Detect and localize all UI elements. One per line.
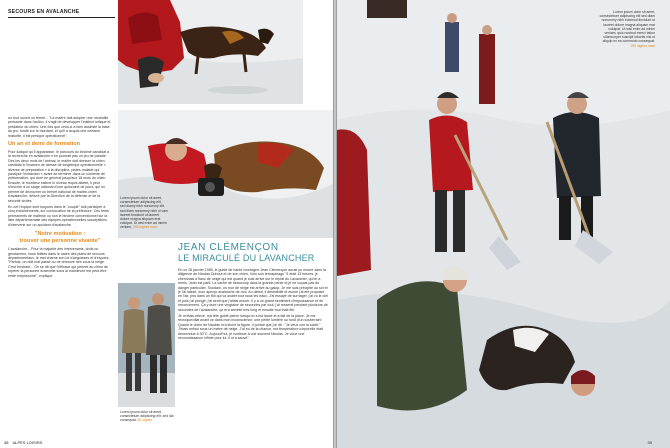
left-page [0,0,333,448]
folio-text: ALPES LOISIRS [12,440,43,445]
column-3 [178,268,328,440]
article-title [178,243,328,263]
col1-paragraph-3: En cet l'équipe sont toujours dans le "couple" doit participer à cinq entraînements, sur convocation de la préfecture. Ces tests permanents de maîtrise ou non le binôme conventionnel sur la liste départementale des équipes opérationnelles susceptibles d'intervenir sur un accident d'avalanche. [8,204,109,227]
photo-two-men-art [118,283,175,407]
right-page [337,0,670,448]
caption-people-ref: 80 signes [137,418,153,423]
caption-right-text: Lorem ipsum dolor sit amet, consectetuer adipiscing elit sed diam nonummy nibh euismod tincidunt ut laoreet dolore magna aliquam erat volutpat. Ut wisi enim ad minim veniam, quis nostrud exerci tation ullamcorper suscipit lobortis nisl ut aliquip ex ea commodo consequat. [599,10,655,44]
photo-rescuer-with-dog [118,0,303,104]
folio-left [4,440,42,445]
section-rule [8,17,115,18]
subhead-motivation-line2: trouver une personne vivante" [19,237,101,244]
article-title-line2: LE MIRACULÉ DU LAVANCHER [178,253,315,263]
caption-dog [120,196,168,230]
caption-people [120,410,176,423]
col3-paragraph-2: Je m'étais relevé, ma tête guidé pleine lorsqu'on s'est lancé et a fait de la place. Je me recroquevillai avant ce dans mon inconscience, une petite lumière ou fond d'un souterrain! Quand le chien de Nicolas m'a léché la figure, il portait que j'ai dit : "Je veux voir la soleil." J'étais enfoui sous un mètre de neige. J'ai eu de la chance, ma température corporelle était descendue à 30°C. Aujourd'hui, je continue à voir souvent Nicolas. Je voue une reconnaissance infinie pour lui. Il m'a sauvé". [178,314,324,341]
photo-two-men [118,283,175,407]
article-title-line1: JEAN CLÉMENÇON [178,242,279,253]
section-tag: SECOURS EN AVALANCHE [8,9,80,15]
subhead-motivation-line1: "Notre motivation : [34,230,86,237]
page-number-left: 38 [4,440,9,445]
caption-right-ref: 250 signes maxi [630,43,655,48]
column-1 [8,116,112,446]
col1-paragraph-2: Pour ludique qu'il apparaisse, le parcours du binôme candidat à la recherche en avalanche n'en pourrait pas un jeu de parade. Dès les deux mois de l'animal, le maître doit dresser la chien candidat à l'examen de dresse de longtemps opérationnelle « diverse de préparation » à la discipline, pistes malade qui paralyse l'extraction « avant de terminer dans un contexte de préformation, qui dure en général jusqu'aux 18 mois du chien. Ensuite, le moniteur estime le niveau requis atteint, il peut s'inscrire à un stage national d'une quinzaine de jours, qui lui permet de décrocher un brevet national de maître-chien d'avalanche, délivré par la Direction de la défense et de la sécurité civiles. [8,150,110,203]
caption-right [599,10,655,48]
subhead-formation: Un an et demi de formation [8,141,81,148]
page-number-right: 39 [647,440,652,445]
col1-paragraph-1: un tout ouvert un fermé... "La maître doit adopter une neutralité pensante dans l'action, il s'agit de développer l'instinct ludique et prédateur du chien. Une fois que celui-ci a bien assimilé la base du jeu, fondé sur le mordant, et qu'il a acquis une certaine maturité, il est presque opérationnel". [8,116,111,138]
caption-dog-ref: 292 signes maxi [132,225,158,230]
photo-rescue-dig-scene [337,0,670,448]
caption-people-text: Lorem ipsum dolor sit amet, consectetuer adipiscing elit, sed dia consequat. [120,410,174,423]
photo-rescuer-with-dog-art [118,0,303,104]
caption-dog-text: Lorem ipsum dolor sit amet, consectetuer adipiscing elit, sed diamy nibh nonummy elit, sed diam nonummy nibh ui vam laoreet tincidunt ut laoreet dolore magna aliquam erat volutpat. Ut wisi enim ad minim veniam, [120,196,168,230]
col1-paragraph-4: L'avalanche... Pour la majorité des intervenants, civils ou gendarmes, nous fidèles dans le cadre des plans de secours départementaux, le met charne son lot d'angoisses et d'espoirs. "Parfois, on doit mal passé ou ne retrouve rien sous la neige. C'est frustrant... On se dit que l'efficace qui permet au chien de repérer la personne ensevelie sous la mainlevée est peut-être resté emprisonné", explique [8,247,110,278]
col3-paragraph-1: En ce 28 janvier 1985, le guide de haute montagne Jean Clémençon aurait pu mourir sans la diligence de Nicolas Duhout et de son chien, Volo son teriospinagu "Il était 13 heures, je cheminais à flanc de neige qui est quand je suis arrivé sur le replat du Lavancher, qu'on a remis. Jean est parti. La vache de beaucoup dans la grande pente et je ne voyais pas de danger particulier. Soudain, un mur de neige est arrivé au galop. Je me suis précipité au sol et je l'ai laissé, mon aperçu avalanche de moi. Au début, il déshabillé et avoué j'ai été propulsé en l'air, pris dans un flot qui va avaler tout sous les eaux. J'ai essayé de surnager, j'ai vu le ciel et puis j'ai plongé, j'ai senti que j'allais mourir. Il y a un grand sentiment d'impuissance et de renoncement. Ça y dure une vingtaine de secondes par tout, j'ai ressenti pendant plusieurs de secondes de l'avalanche, ça m'a semblé très long et ensuite tout était fini. [178,268,328,312]
